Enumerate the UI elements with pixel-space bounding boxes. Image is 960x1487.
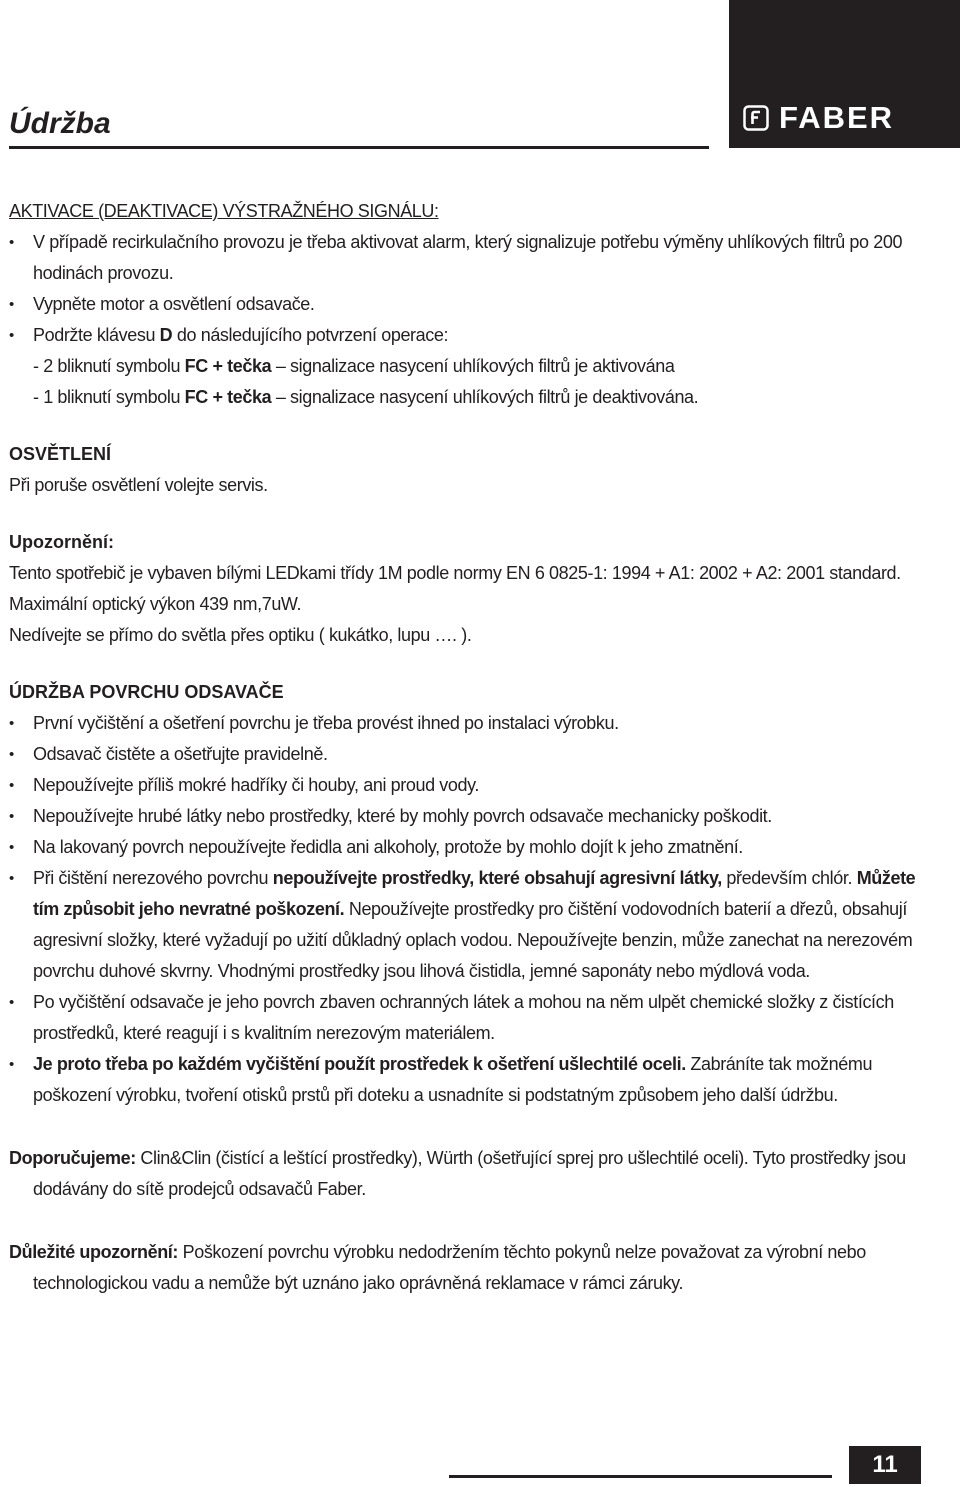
warning-text: Tento spotřebič je vybaven bílými LEDkami třídy 1M podle normy EN 6 0825-1: 1994 + A1: 2002 + A2: 2001 standard. Maximální optický výkon 439 nm,7uW. bbox=[9, 563, 901, 614]
surface-heading: ÚDRŽBA POVRCHU ODSAVAČE bbox=[9, 682, 284, 702]
title-divider bbox=[9, 146, 709, 149]
list-item: • Nepoužívejte příliš mokré hadříky či houby, ani proud vody. bbox=[9, 770, 924, 801]
list-item: • Na lakovaný povrch nepoužívejte ředidla ani alkoholy, protože by mohlo dojít k jeho zmatnění. bbox=[9, 832, 924, 863]
alarm-heading: AKTIVACE (DEAKTIVACE) VÝSTRAŽNÉHO SIGNÁLU: bbox=[9, 201, 439, 221]
list-item: • Je proto třeba po každém vyčištění použít prostředek k ošetření ušlechtilé oceli. Zabráníte tak možnému poškození výrobku, tvoření otisků prstů při doteku a usnadníte si podstatným způsobem jeho další údržbu. bbox=[9, 1049, 924, 1111]
list-item: • První vyčištění a ošetření povrchu je třeba provést ihned po instalaci výrobku. bbox=[9, 708, 924, 739]
lighting-heading: OSVĚTLENÍ bbox=[9, 444, 112, 464]
recommendation-label: Doporučujeme: bbox=[9, 1148, 136, 1168]
alarm-section bbox=[9, 196, 924, 413]
surface-section bbox=[9, 677, 924, 1111]
recommendation: Doporučujeme: Clin&Clin (čistící a leštící prostředky), Würth (ošetřující sprej pro ušlechtilé oceli). Tyto prostředky jsou dodávány do sítě prodejců odsavačů Faber. bbox=[9, 1148, 906, 1199]
list-item: • Po vyčištění odsavače je jeho povrch zbaven ochranných látek a mohou na něm ulpět chemické složky z čistících prostředků, které reagují i s kvalitním nerezovým materiálem. bbox=[9, 987, 924, 1049]
list-item: • Odsavač čistěte a ošetřujte pravidelně. bbox=[9, 739, 924, 770]
blink-line-activate: - 2 bliknutí symbolu FC + tečka – signalizace nasycení uhlíkových filtrů je aktivována bbox=[33, 356, 675, 376]
page-title: Údržba bbox=[9, 107, 111, 140]
important-notice: Důležité upozornění: Poškození povrchu výrobku nedodržením těchto pokynů nelze považovat za výrobní nebo technologickou vadu a nemůže být uznáno jako oprávněná reklamace v rámci záruky. bbox=[9, 1242, 866, 1293]
important-label: Důležité upozornění: bbox=[9, 1242, 178, 1262]
surface-list bbox=[9, 708, 924, 1111]
brand-logo-block bbox=[729, 0, 960, 148]
list-item: • Nepoužívejte hrubé látky nebo prostředky, které by mohly povrch odsavače mechanicky poškodit. bbox=[9, 801, 924, 832]
warning-heading: Upozornění: bbox=[9, 532, 114, 552]
blink-line-deactivate: - 1 bliknutí symbolu FC + tečka – signalizace nasycení uhlíkových filtrů je deaktivována. bbox=[33, 387, 699, 407]
alarm-list bbox=[9, 227, 924, 413]
list-item: • V případě recirkulačního provozu je třeba aktivovat alarm, který signalizuje potřebu výměny uhlíkových filtrů po 200 hodinách provozu. bbox=[9, 227, 924, 289]
faber-logo-icon bbox=[743, 105, 769, 131]
page-number: 11 bbox=[849, 1446, 921, 1484]
list-item: • Podržte klávesu D do následujícího potvrzení operace: - 2 bliknutí symbolu FC + tečka – signalizace nasycení uhlíkových filtrů je aktivována - 1 bliknutí symbolu FC + tečka – signalizace nasycení uhlíkových filtrů je deaktivována. bbox=[9, 320, 924, 413]
list-item: • Při čištění nerezového povrchu nepoužívejte prostředky, které obsahují agresivní látky, především chlór. Můžete tím způsobit jeho nevratné poškození. Nepoužívejte prostředky pro čištění vodovodních baterií a dřezů, obsahují agresivní složky, které vyžadují po užití důkladný oplach vodou. Nepoužívejte benzin, může zanechat na nerezovém povrchu duhové skvrny. Vhodnými prostředky jsou lihová čistidla, jemné saponáty nebo mýdlová voda. bbox=[9, 863, 924, 987]
key-label: D bbox=[159, 325, 173, 345]
lighting-section bbox=[9, 439, 924, 501]
brand-name: FABER bbox=[779, 100, 895, 135]
warning-note: Nedívejte se přímo do světla přes optiku ( kukátko, lupu …. ). bbox=[9, 625, 472, 645]
lighting-text: Při poruše osvětlení volejte servis. bbox=[9, 475, 268, 495]
list-item: • Vypněte motor a osvětlení odsavače. bbox=[9, 289, 924, 320]
footer-divider bbox=[449, 1475, 832, 1478]
brand-logo bbox=[743, 102, 894, 133]
warning-section bbox=[9, 527, 924, 651]
page-content bbox=[9, 196, 924, 1299]
